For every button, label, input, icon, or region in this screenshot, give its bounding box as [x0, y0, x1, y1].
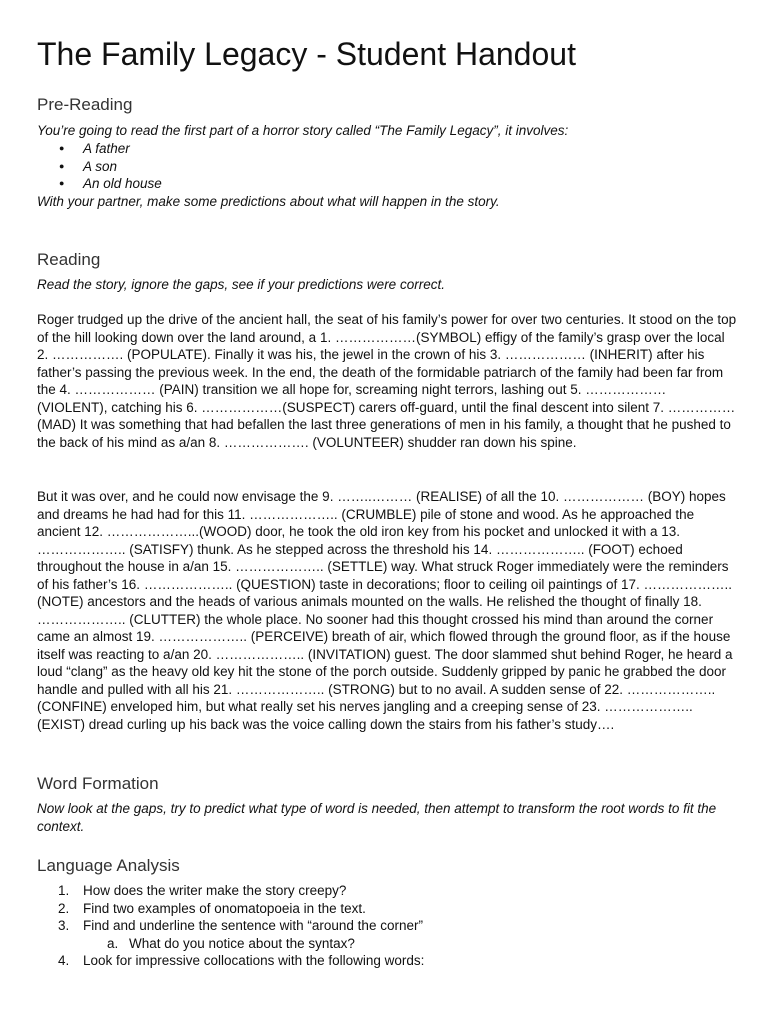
- question-item: 2. Find two examples of onomatopoeia in the text.: [58, 900, 366, 916]
- pre-reading-bullets: [37, 140, 637, 193]
- page-title: The Family Legacy - Student Handout: [37, 36, 576, 72]
- language-analysis-heading: Language Analysis: [37, 856, 180, 875]
- question-item: 4. Look for impressive collocations with the following words:: [58, 953, 425, 968]
- pre-reading-intro: You’re going to read the first part of a horror story called “The Family Legacy”, it involves:: [37, 123, 569, 138]
- story-paragraph-2: But it was over, and he could now envisage the 9. ……..……… (REALISE) of all the 10. ……………… (BOY) hopes and dreams he had had for this 11. ……………….. (CRUMBLE) pile of stone and wood. As he approached the ancient 12. ………………...(WOOD) door, he took the old iron key from his pocket and unlocked it with a 13. ……………….. (SATISFY) thunk. As he stepped across the threshold his 14. ……………….. (FOOT) echoed throughout the house in a/an 15. ……………….. (SETTLE) way. What struck Roger immediately were the reminders of his father’s 16. ……………….. (QUESTION) taste in decorations; floor to ceiling oil paintings of 17. ……………….. (NOTE) ancestors and the heads of various animals mounted on the walls. He relished the thought of finally 18. ……………….. (CLUTTER) the whole place. No sooner had this thought crossed his mind than around the corner came an almost 19. ……………….. (PERCEIVE) breath of air, which flowed through the ground floor, as if the house itself was reacting to a/an 20. ……………….. (INVITATION) guest. The door slammed shut behind Roger, he heard a loud “clang” as the heavy old key hit the stone of the porch outside. Suddenly gripped by panic he grabbed the door handle and pulled with all his 21. ……………….. (STRONG) but to no avail. A sudden sense of 22. ……………….. (CONFINE) enveloped him, but what really set his nerves jangling and a creeping sense of 23. ……………….. (EXIST) dread curling up his back was the voice calling down the stairs from his father’s study….: [37, 489, 733, 732]
- story-paragraph-1: Roger trudged up the drive of the ancient hall, the seat of his family’s power for over two centuries. It stood on the top of the hill looking down over the land around, a 1. ………………(SYMBOL) effigy of the family’s grasp over the local 2. ……………. (POPULATE). Finally it was his, the jewel in the crown of his 3. ……………… (INHERIT) after his father’s passing the previous week. In the end, the death of the formidable patriarch of the family had been far from the 4. ……………… (PAIN) transition we all hope for, screaming night terrors, lashing out 5. ……………… (VIOLENT), catching his 6. ………………(SUSPECT) carers off-guard, until the final descent into silent 7. …………… (MAD) It was something that had befallen the last three generations of men in his family, a thought that he pushed to the back of his mind as a/an 8. ………………. (VOLUNTEER) shudder ran down his spine.: [37, 312, 737, 450]
- question-item: 3. Find and underline the sentence with “around the corner”: [58, 918, 423, 933]
- pre-reading-heading: Pre-Reading: [37, 95, 133, 114]
- question-item: 1. How does the writer make the story creepy?: [58, 883, 347, 898]
- question-sub-item: a. What do you notice about the syntax?: [107, 935, 355, 951]
- reading-instruction: Read the story, ignore the gaps, see if your predictions were correct.: [37, 277, 445, 292]
- language-analysis-list: [37, 882, 717, 970]
- pre-reading-outro: With your partner, make some predictions about what will happen in the story.: [37, 194, 500, 209]
- word-formation-instruction: Now look at the gaps, try to predict what type of word is needed, then attempt to transform the root words to fit the context.: [37, 801, 717, 834]
- word-formation-heading: Word Formation: [37, 774, 159, 793]
- bullet-item-son: ● A son: [37, 158, 637, 176]
- reading-heading: Reading: [37, 250, 101, 269]
- bullet-item-father: ● A father: [37, 140, 637, 158]
- bullet-item-old-house: ● An old house: [37, 175, 637, 193]
